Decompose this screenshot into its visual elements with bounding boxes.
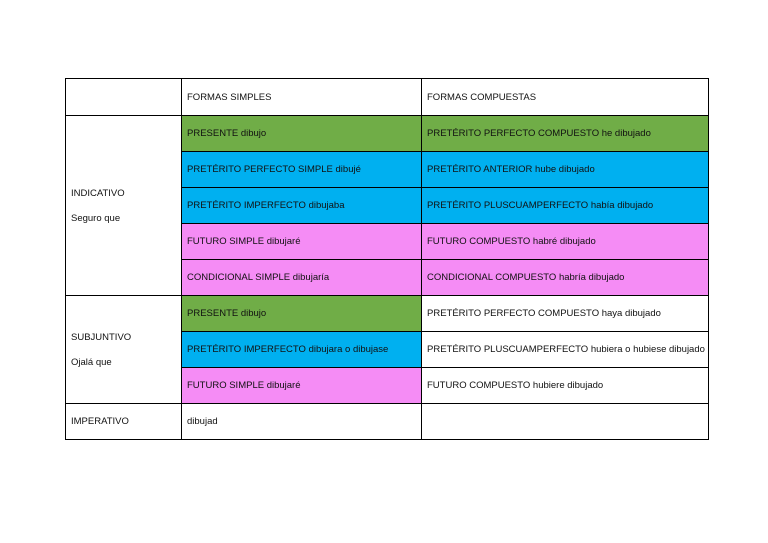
mood-cell [66,404,182,440]
header-row [66,79,709,116]
mood-name: INDICATIVO [71,187,125,199]
simple-form-cell: CONDICIONAL SIMPLE dibujaría [182,260,422,296]
conjugation-table [65,78,709,440]
simple-form-cell: PRETÉRITO IMPERFECTO dibujaba [182,188,422,224]
table-row [66,116,709,152]
simple-form-cell: FUTURO SIMPLE dibujaré [182,368,422,404]
compound-form-cell: FUTURO COMPUESTO habré dibujado [422,224,709,260]
header-compound-forms: FORMAS COMPUESTAS [422,79,709,116]
compound-form-cell: FUTURO COMPUESTO hubiere dibujado [422,368,709,404]
compound-form-cell: PRETÉRITO PERFECTO COMPUESTO haya dibujado [422,296,709,332]
compound-form-cell: PRETÉRITO PLUSCUAMPERFECTO hubiera o hubiese dibujado [422,332,709,368]
compound-form-cell: PRETÉRITO PERFECTO COMPUESTO he dibujado [422,116,709,152]
header-simple-forms: FORMAS SIMPLES [182,79,422,116]
simple-form-cell: FUTURO SIMPLE dibujaré [182,224,422,260]
mood-trigger-phrase: Seguro que [71,212,121,224]
compound-form-cell: CONDICIONAL COMPUESTO habría dibujado [422,260,709,296]
simple-form-cell: PRETÉRITO IMPERFECTO dibujara o dibujase [182,332,422,368]
simple-form-cell: dibujad [182,404,422,440]
compound-form-cell: PRETÉRITO ANTERIOR hube dibujado [422,152,709,188]
mood-cell [66,116,182,296]
conjugation-table-body [66,79,709,440]
simple-form-cell: PRETÉRITO PERFECTO SIMPLE dibujé [182,152,422,188]
simple-form-cell: PRESENTE dibujo [182,296,422,332]
simple-form-cell: PRESENTE dibujo [182,116,422,152]
table-row [66,404,709,440]
compound-form-cell: PRETÉRITO PLUSCUAMPERFECTO había dibujado [422,188,709,224]
compound-form-cell [422,404,709,440]
mood-name: IMPERATIVO [71,416,129,427]
mood-name: SUBJUNTIVO [71,331,132,343]
mood-trigger-phrase: Ojalá que [71,356,112,368]
header-corner-cell [66,79,182,116]
mood-cell [66,296,182,404]
table-row [66,296,709,332]
